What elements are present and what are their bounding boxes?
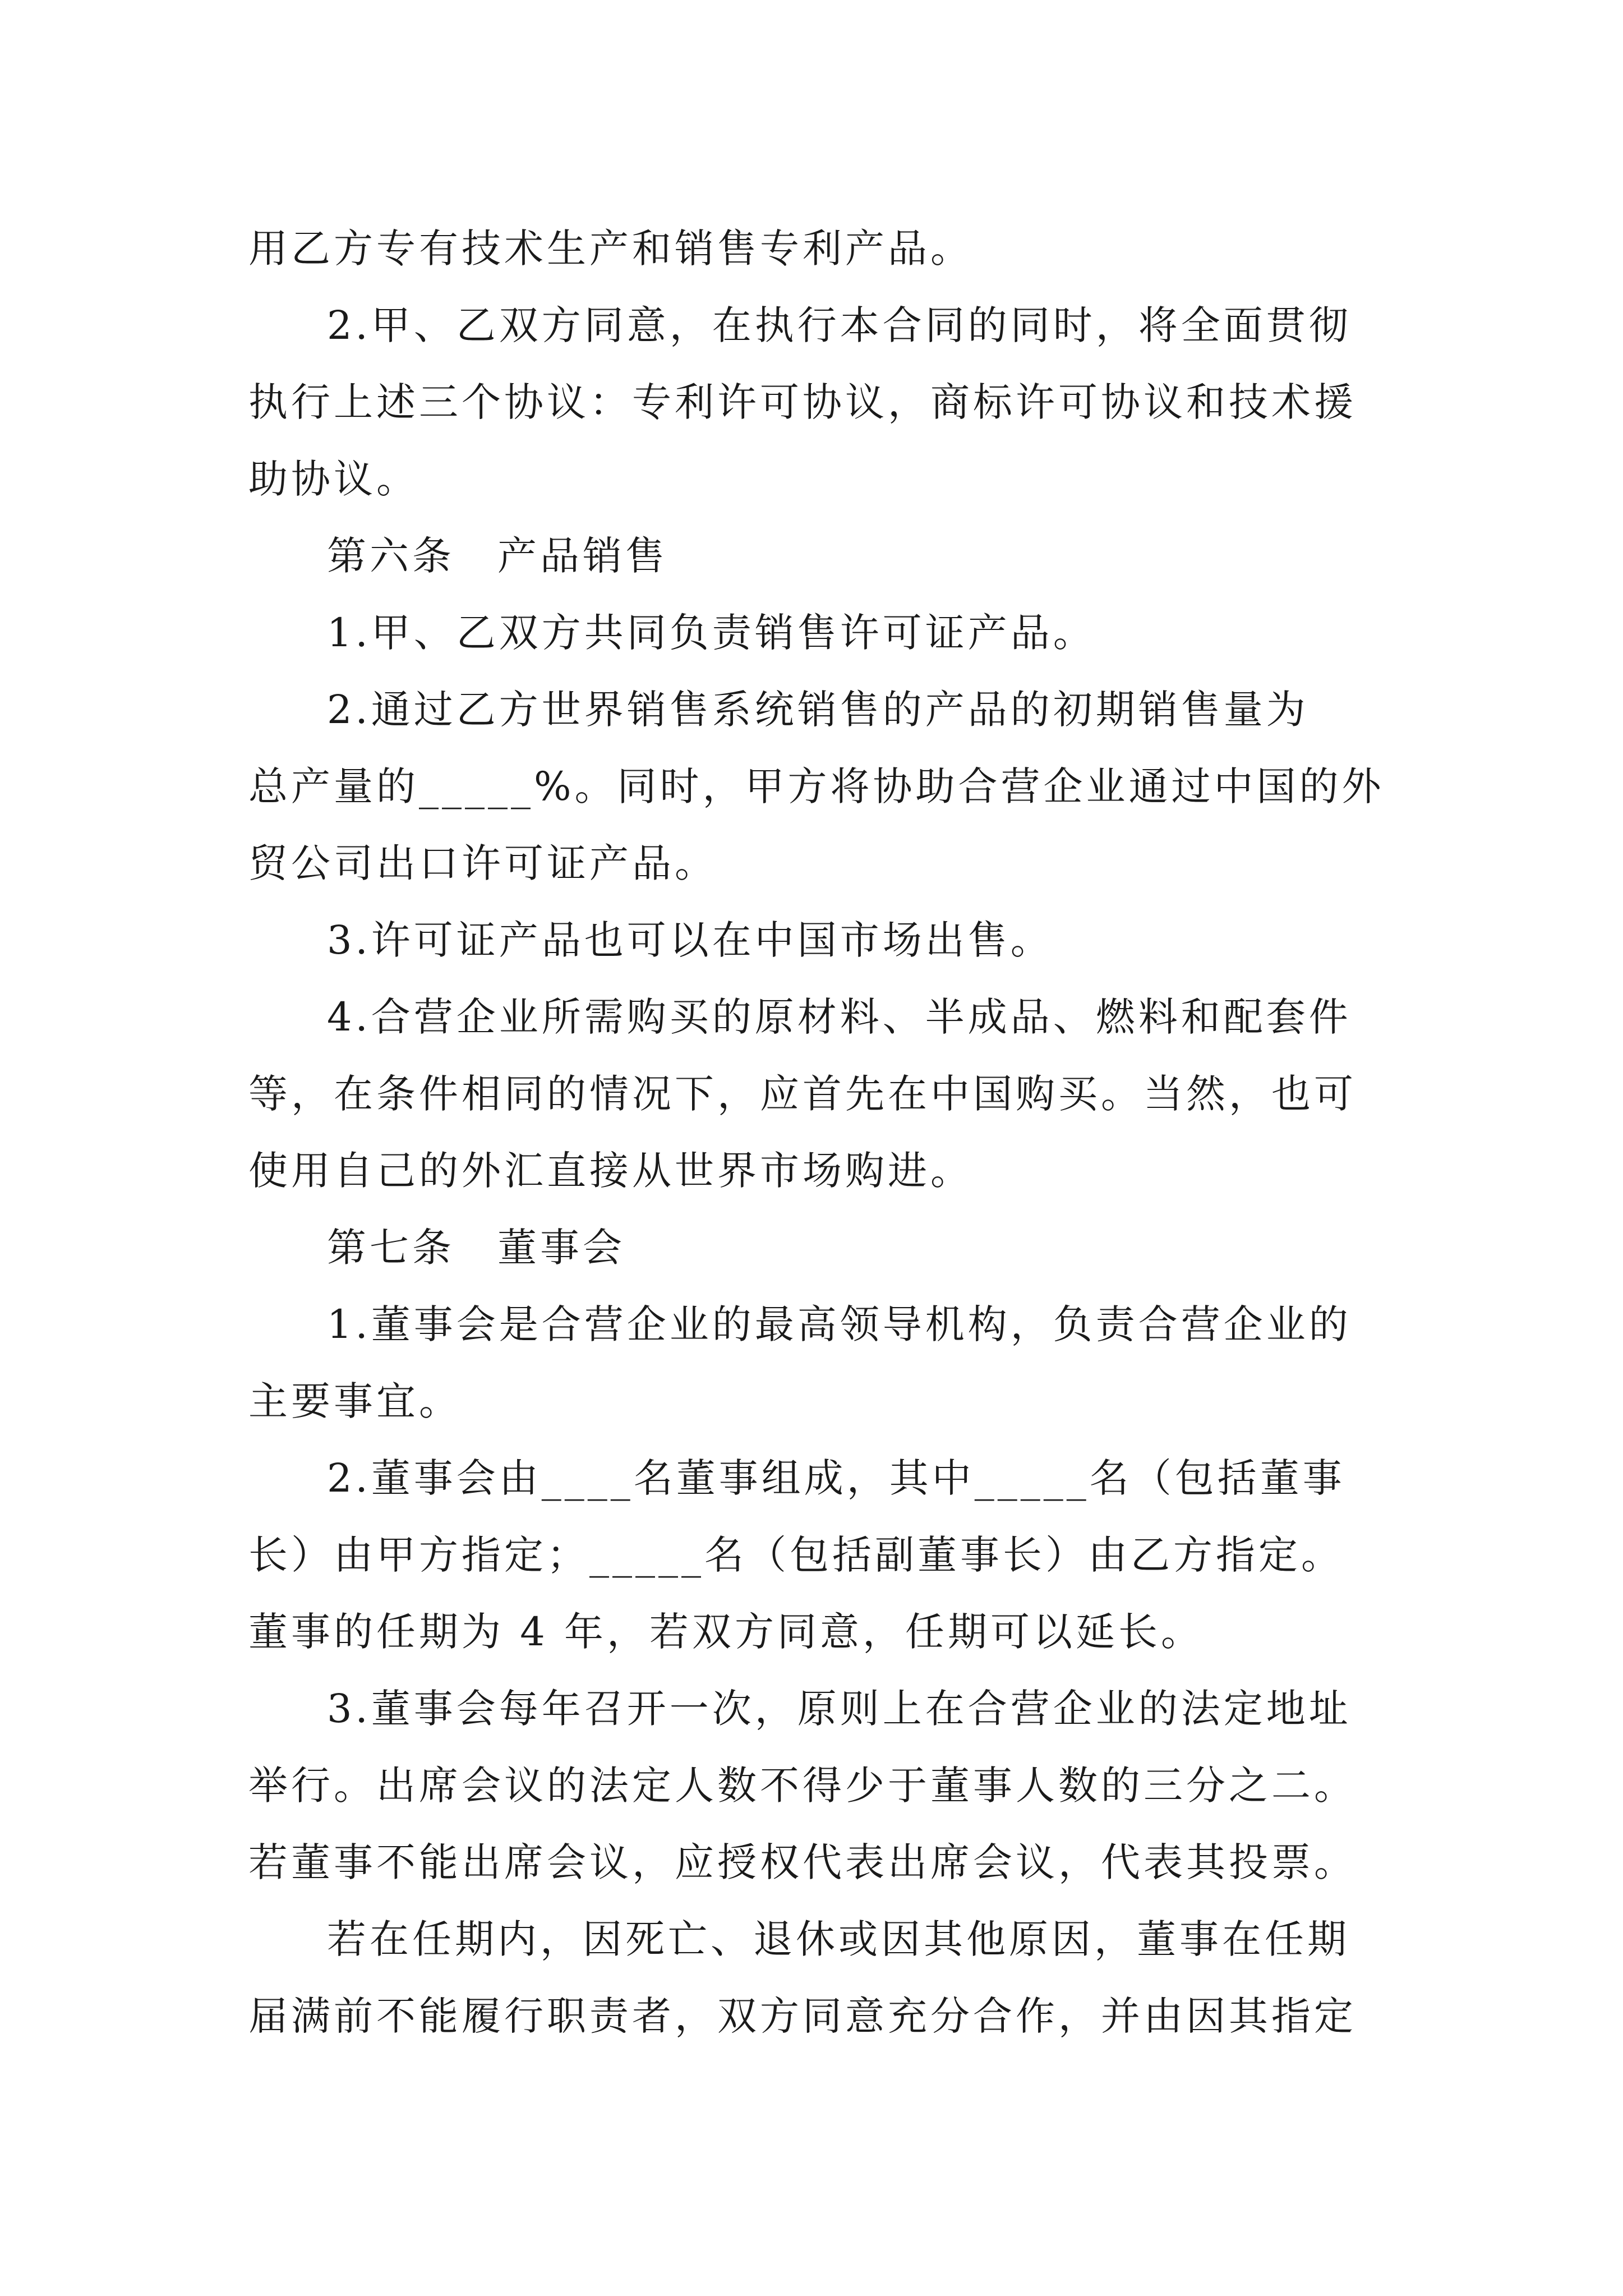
text-line: 总产量的_____%。同时，甲方将协助合营企业通过中国的外 [248,763,1385,809]
paragraph-clause-7-2 [248,1440,1393,1671]
text-line: 第七条 董事会 [327,1225,625,1271]
document-body [248,210,1393,2055]
paragraph-clause-7-3 [248,1671,1393,1901]
text-line: 2.甲、乙双方同意，在执行本合同的同时，将全面贯彻 [327,302,1352,348]
text-line: 第六条 产品销售 [327,533,668,579]
text-line: 4.合营企业所需购买的原材料、半成品、燃料和配套件 [327,994,1352,1040]
article-7-heading [248,1209,1393,1286]
text-line: 3.董事会每年召开一次，原则上在合营企业的法定地址 [327,1686,1352,1732]
text-line: 助协议。 [248,456,419,502]
text-line: 主要事宜。 [248,1378,462,1424]
text-line: 1.甲、乙双方共同负责销售许可证产品。 [327,610,1096,656]
paragraph-clause-5-2 [248,287,1393,518]
text-line: 使用自己的外汇直接从世界市场购进。 [248,1148,973,1194]
paragraph-clause-7-1 [248,1286,1393,1440]
text-line: 若在任期内，因死亡、退休或因其他原因，董事在任期 [327,1916,1350,1962]
paragraph-clause-6-2 [248,671,1393,902]
text-line: 届满前不能履行职责者，双方同意充分合作，并由因其指定 [248,1993,1357,2039]
text-line: 贸公司出口许可证产品。 [248,840,717,886]
text-line: 2.董事会由____名董事组成，其中_____名（包括董事 [327,1455,1345,1501]
text-line: 执行上述三个协议：专利许可协议，商标许可协议和技术援 [248,379,1357,425]
text-line: 1.董事会是合营企业的最高领导机构，负责合营企业的 [327,1301,1352,1347]
text-line: 等，在条件相同的情况下，应首先在中国购买。当然，也可 [248,1071,1357,1117]
text-line: 3.许可证产品也可以在中国市场出售。 [327,917,1053,963]
paragraph-clause-6-3 [248,902,1393,979]
text-line: 董事的任期为 4 年，若双方同意，任期可以延长。 [248,1609,1204,1655]
text-line: 用乙方专有技术生产和销售专利产品。 [248,226,973,272]
text-line: 若董事不能出席会议，应授权代表出席会议，代表其投票。 [248,1839,1357,1885]
paragraph-clause-6-1 [248,595,1393,671]
text-line: 2.通过乙方世界销售系统销售的产品的初期销售量为 [327,687,1309,733]
text-line: 长）由甲方指定；_____名（包括副董事长）由乙方指定。 [248,1532,1344,1578]
paragraph-clause-6-4 [248,979,1393,1209]
paragraph-continuation [248,210,1393,287]
text-line: 举行。出席会议的法定人数不得少于董事人数的三分之二。 [248,1763,1357,1809]
article-6-heading [248,518,1393,595]
paragraph-clause-7-3-cont [248,1901,1393,2055]
